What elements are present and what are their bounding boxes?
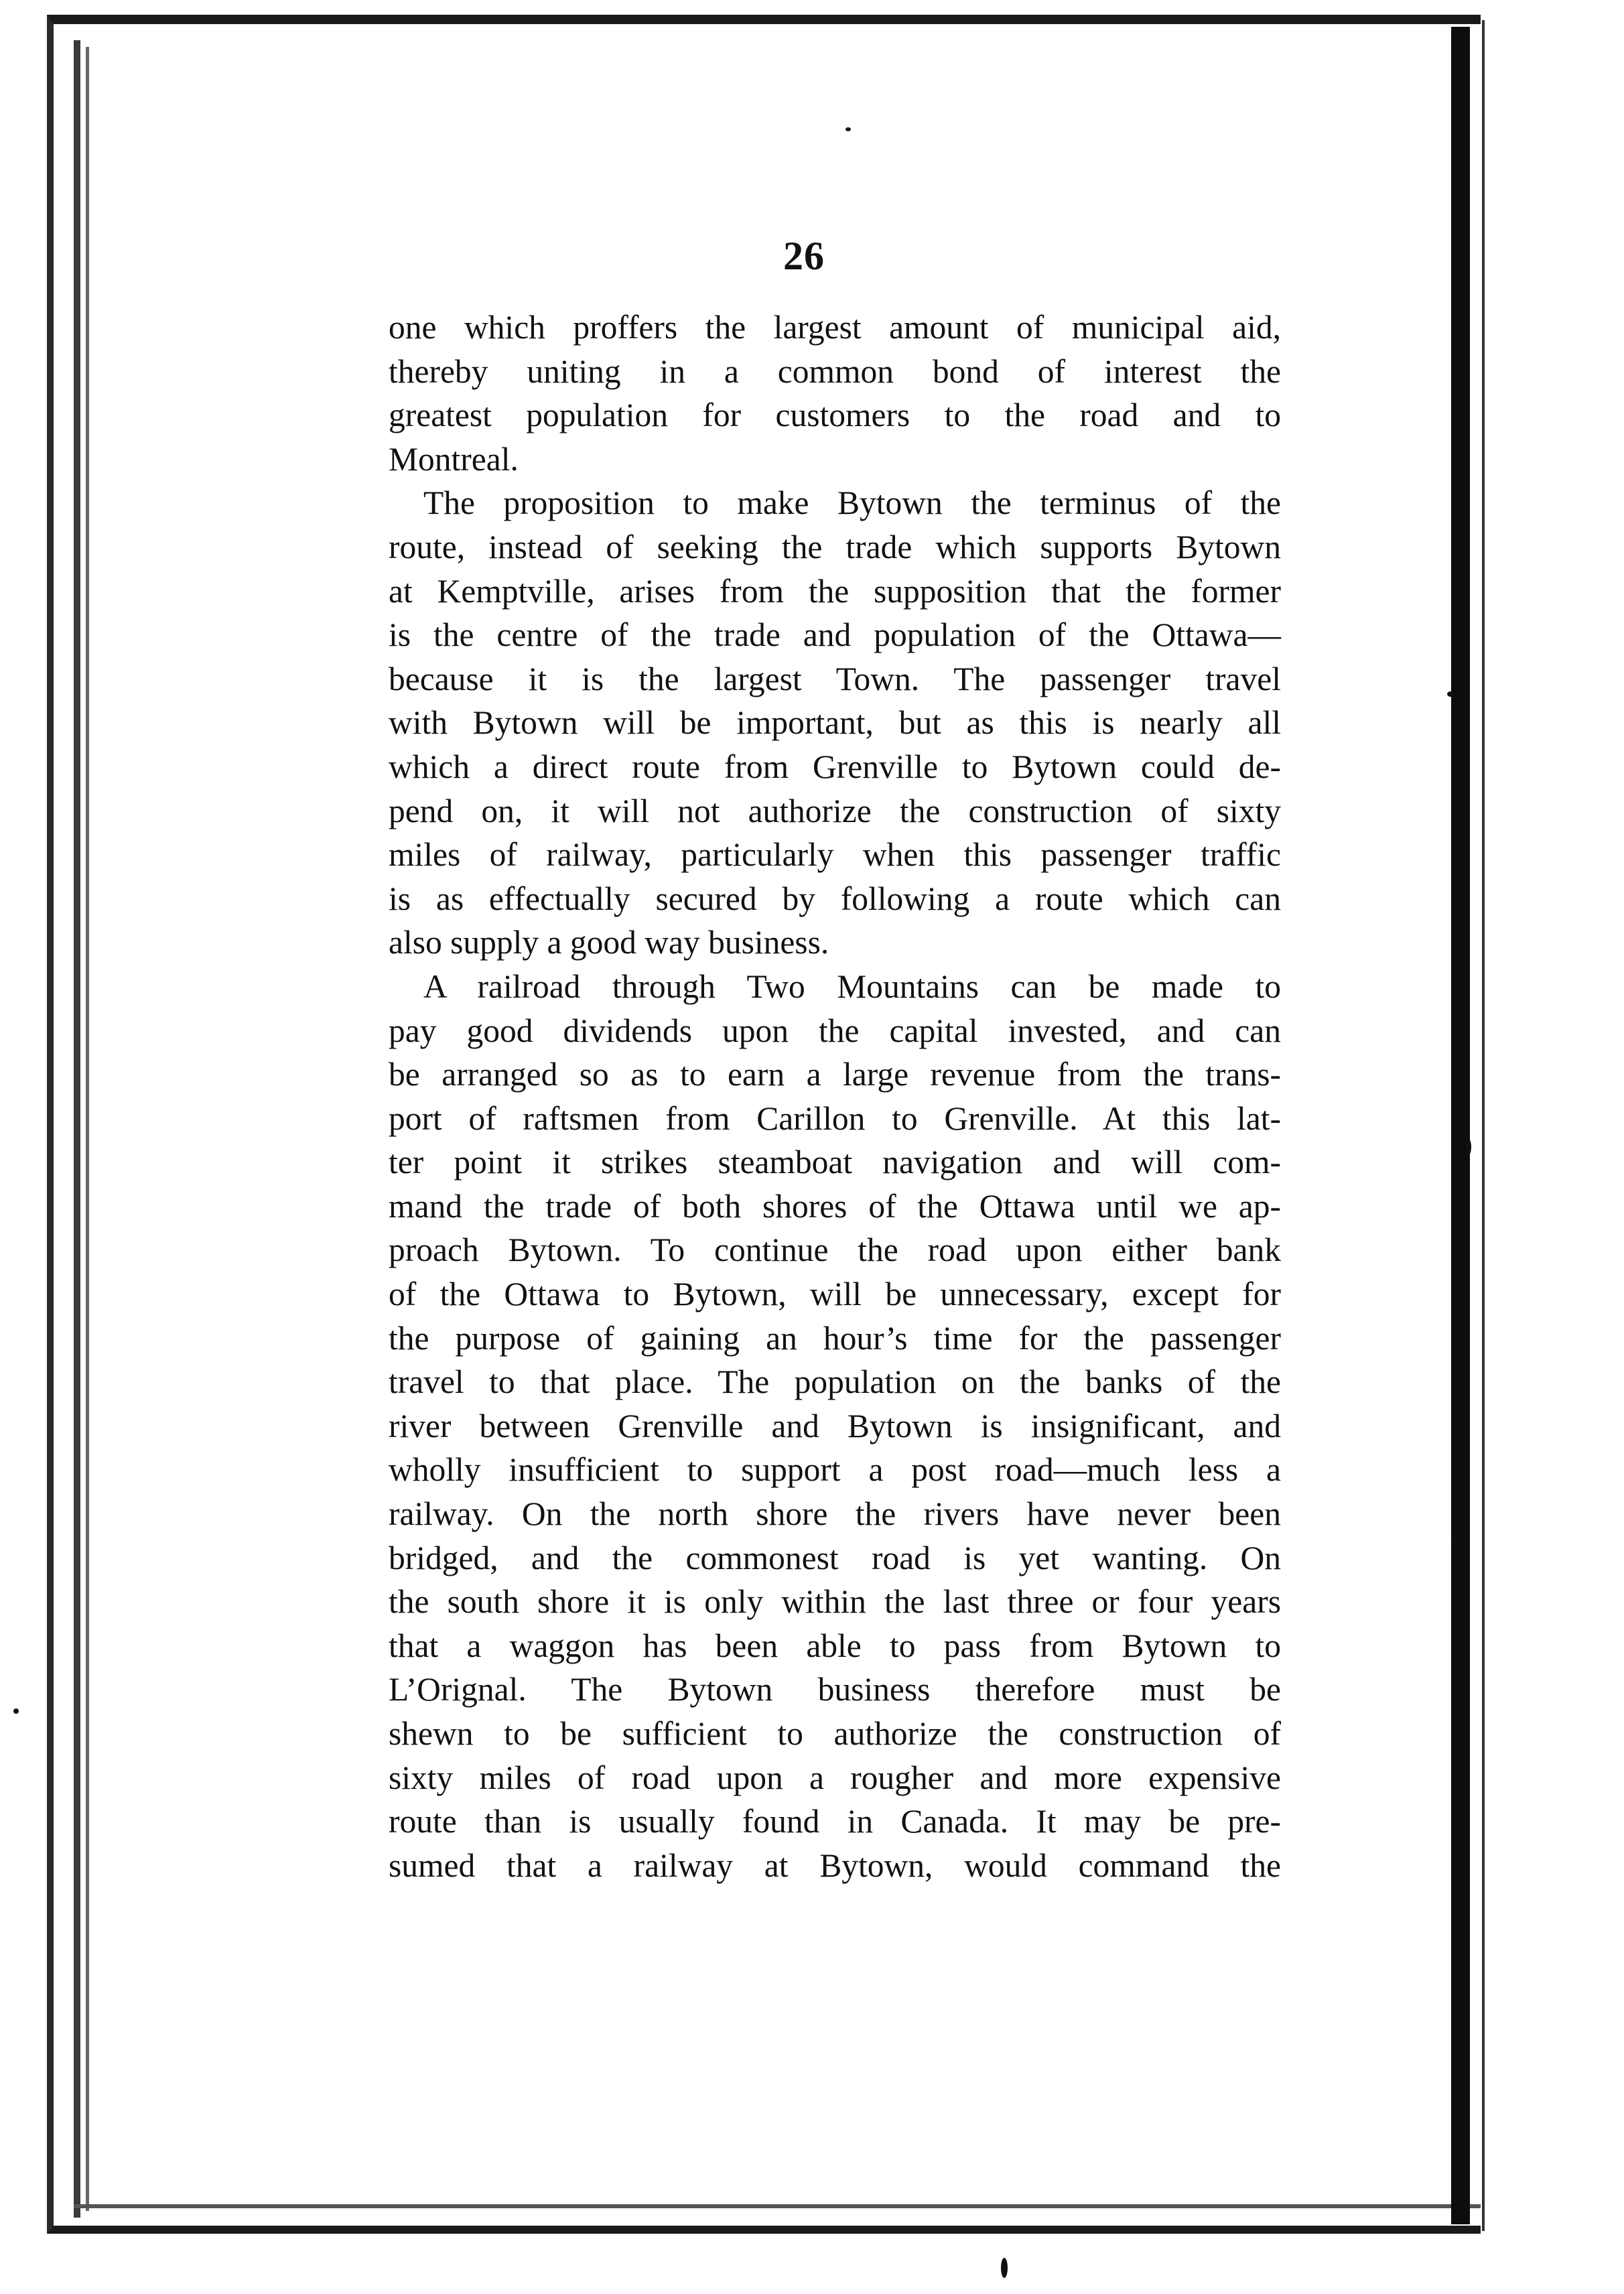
scan-speck (13, 1708, 19, 1714)
text-line: of the Ottawa to Bytown, will be unnecessary, except for (389, 1276, 1281, 1313)
text-line: greatest population for customers to the road and to (389, 397, 1281, 434)
text-line: mand the trade of both shores of the Ottawa until we ap- (389, 1187, 1281, 1225)
paragraph-2 (389, 481, 1281, 965)
text-line: sumed that a railway at Bytown, would command the (389, 1846, 1281, 1884)
text-line: shewn to be sufficient to authorize the construction of (389, 1715, 1281, 1752)
scan-speck (1454, 1541, 1459, 1546)
book-gutter-edge (1482, 20, 1485, 2231)
text-line: A railroad through Two Mountains can be made to (423, 967, 1281, 1005)
text-line: L’Orignal. The Bytown business therefore must be (389, 1671, 1281, 1708)
page-edge-line (86, 47, 89, 2211)
text-line: the purpose of gaining an hour’s time for the passenger (389, 1319, 1281, 1357)
body-text (389, 306, 1281, 1887)
text-line: thereby uniting in a common bond of interest the (389, 352, 1281, 390)
text-line: sixty miles of road upon a rougher and more expensive (389, 1759, 1281, 1796)
text-line: river between Grenville and Bytown is insignificant, and (389, 1407, 1281, 1444)
text-line: The proposition to make Bytown the terminus of the (423, 484, 1281, 522)
text-line: at Kemptville, arises from the supposition that the former (389, 572, 1281, 610)
text-line: which a direct route from Grenville to Bytown could de- (389, 748, 1281, 785)
text-line: Montreal. (389, 440, 519, 478)
scan-speck (1001, 2258, 1008, 2278)
text-line: be arranged so as to earn a large revenue from the trans- (389, 1056, 1281, 1093)
text-line: bridged, and the commonest road is yet wanting. On (389, 1539, 1281, 1576)
text-line: is as effectually secured by following a route which can (389, 880, 1281, 917)
text-line: with Bytown will be important, but as this is nearly all (389, 704, 1281, 742)
text-line: pend on, it will not authorize the construction of sixty (389, 792, 1281, 829)
book-gutter (1451, 27, 1470, 2224)
paragraph-1 (389, 306, 1281, 481)
text-line: also supply a good way business. (389, 924, 829, 961)
paragraph-3 (389, 965, 1281, 1887)
scan-speck (845, 127, 851, 131)
page-number: 26 (783, 234, 825, 278)
text-line: is the centre of the trade and population of the Ottawa— (389, 616, 1281, 654)
text-line: one which proffers the largest amount of municipal aid, (389, 309, 1281, 346)
text-line: travel to that place. The population on the banks of the (389, 1363, 1281, 1401)
text-line: miles of railway, particularly when this passenger traffic (389, 836, 1281, 874)
text-line: ter point it strikes steamboat navigation and will com- (389, 1144, 1281, 1181)
text-line: that a waggon has been able to pass from Bytown to (389, 1627, 1281, 1664)
text-line: wholly insufficient to support a post road—much less a (389, 1451, 1281, 1489)
scan-speck (1447, 691, 1454, 697)
text-line: proach Bytown. To continue the road upon either bank (389, 1231, 1281, 1269)
page-bottom-edge (74, 2204, 1481, 2208)
text-line: route, instead of seeking the trade which supports Bytown (389, 528, 1281, 565)
text-line: pay good dividends upon the capital invested, and can (389, 1012, 1281, 1049)
text-line: port of raftsmen from Carillon to Grenville. At this lat- (389, 1099, 1281, 1137)
text-line: because it is the largest Town. The passenger travel (389, 660, 1281, 697)
text-line: the south shore it is only within the last three or four years (389, 1583, 1281, 1621)
page-edge-shadow (74, 40, 80, 2218)
scan-speck (1466, 1139, 1471, 1155)
text-line: railway. On the north shore the rivers have never been (389, 1495, 1281, 1533)
text-line: route than is usually found in Canada. It may be pre- (389, 1803, 1281, 1840)
